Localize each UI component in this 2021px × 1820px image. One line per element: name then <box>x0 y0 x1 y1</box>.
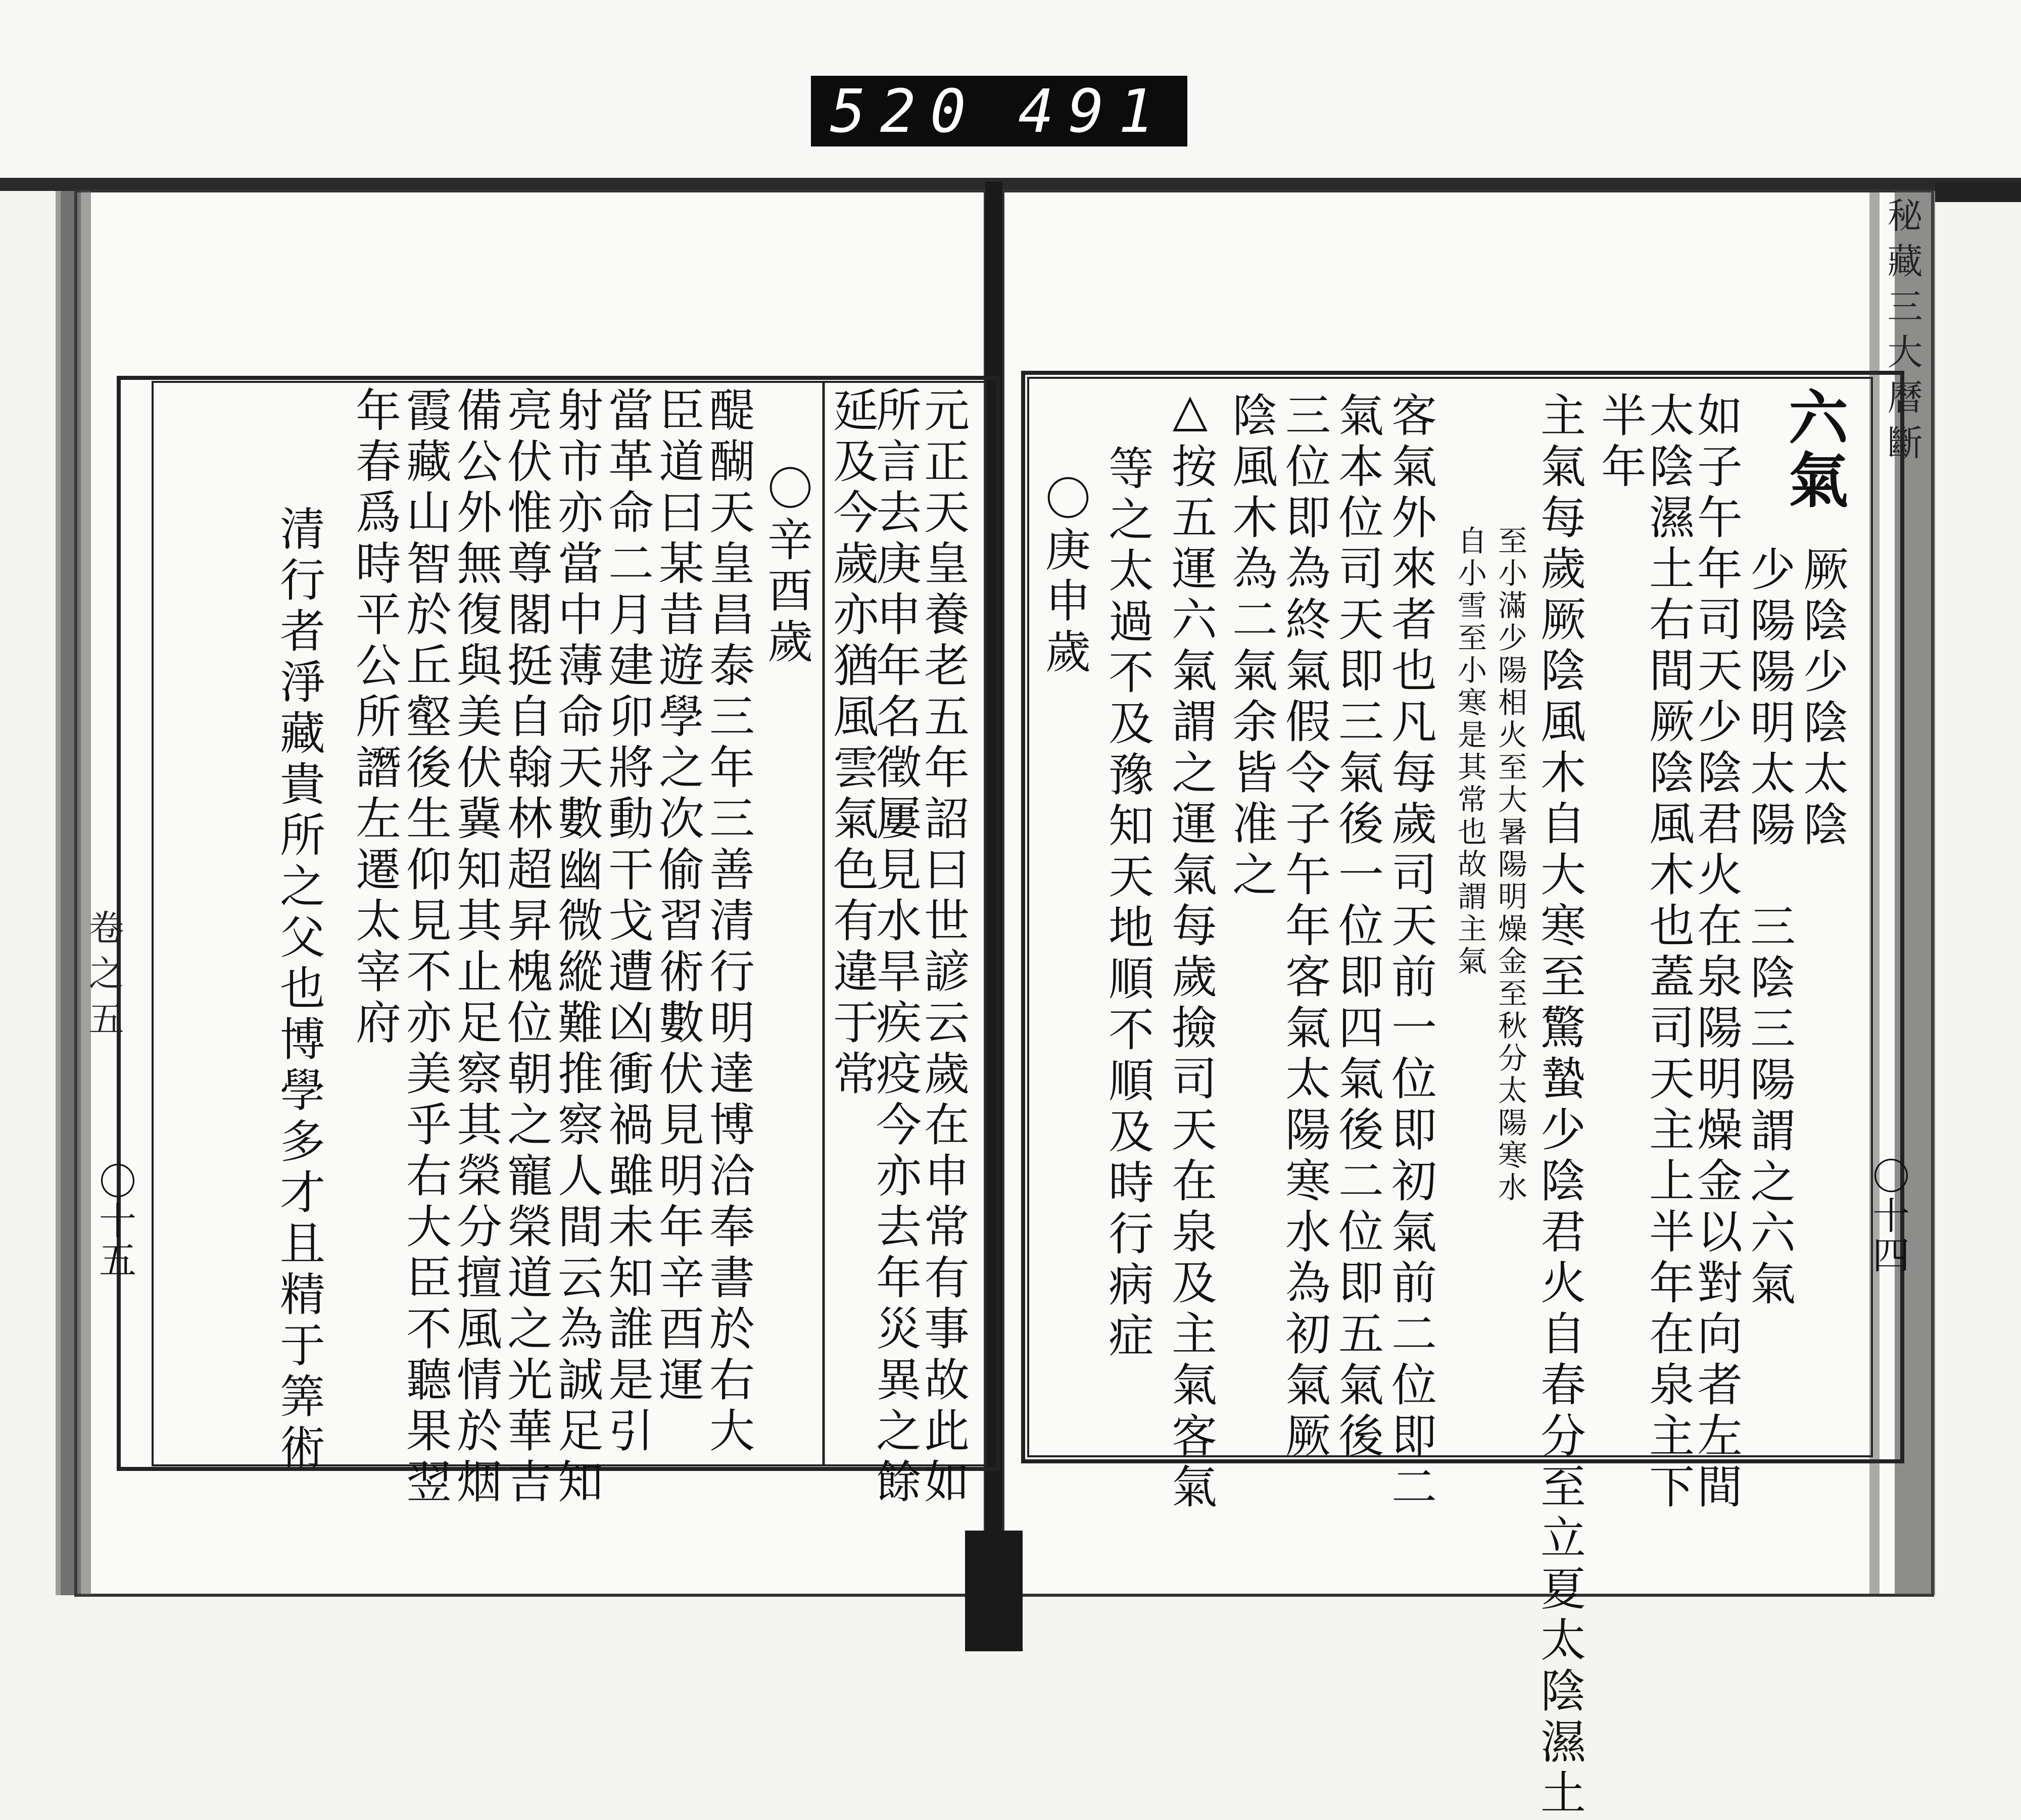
right-col-12: 陰風木為二氣余皆准之 <box>1224 391 1277 902</box>
right-col-8: 自小雪至小寒是其常也故謂主氣 <box>1453 525 1487 978</box>
left-col-13: 清行者淨藏貴所之父也博學多才且精于筭術 <box>272 505 325 1474</box>
right-spine-label: 秘藏三大曆斷 <box>1882 197 1923 470</box>
catalog-label <box>811 76 1187 146</box>
left-col-11: 霞藏山智於丘壑後生仰見不亦美乎右大臣不聽果翌 <box>398 386 451 1509</box>
right-col-13: △按五運六氣謂之運氣每歲撿司天在泉及主氣客氣 <box>1164 384 1217 1514</box>
left-col-8: 射市亦當中薄命天數幽微縱難推察人間云為誠足知 <box>550 386 603 1509</box>
right-page-number: 〇十四 <box>1866 1157 1910 1275</box>
catalog-number-right: 491 <box>1018 76 1169 146</box>
right-col-3: 如子午年司天少陰君火在泉陽明燥金以對向者左間 <box>1689 391 1742 1514</box>
right-col-7: 至小滿少陽相火至大暑陽明燥金至秋分太陽寒水 <box>1493 525 1527 1204</box>
left-col-12: 年春爲時平公所譖左遷太宰府 <box>348 386 401 1050</box>
left-col-4: 〇辛酉歲 <box>759 465 812 669</box>
left-col-10: 備公外無復與美伏冀知其止足察其榮分擅風情於烟 <box>449 386 502 1509</box>
left-page-number: 〇十五 <box>93 1162 136 1280</box>
right-col-6: 主氣每歲厥陰風木自大寒至驚蟄少陰君火自春分至立夏太陰濕土 <box>1532 391 1585 1820</box>
right-col-4: 太陰濕土右間厥陰風木也蓋司天主上半年在泉主下 <box>1641 391 1694 1514</box>
book-top-edge <box>0 178 2021 191</box>
catalog-number-left: 520 <box>830 76 980 146</box>
section-title: 六氣 <box>1778 386 1849 512</box>
left-col-6: 臣道曰某昔遊學之次偷習術數伏見明年辛酉運 <box>651 386 704 1407</box>
left-col-7: 當革命二月建卯將動干戈遭凶衝禍雖未知誰是引 <box>600 386 653 1458</box>
right-col-1: 厥陰少陰太陰 <box>1795 546 1848 852</box>
right-col-15: 〇庚申歲 <box>1037 475 1090 679</box>
right-col-5: 半年 <box>1593 391 1646 494</box>
right-col-2: 少陽陽明太陽 三陰三陽謂之六氣 <box>1742 546 1795 1311</box>
right-col-9: 客氣外來者也凡每歲司天前一位即初氣前二位即二 <box>1383 391 1436 1514</box>
right-col-14: 等之太過不及豫知天地順不順及時行病症 <box>1100 445 1153 1363</box>
right-col-11: 三位即為終氣假令子午年客氣太陽寒水為初氣厥 <box>1277 391 1330 1463</box>
left-col-1: 元正天皇養老五年詔曰世諺云歲在申常有事故此如 <box>916 386 969 1509</box>
right-col-10: 氣本位司天即三氣後一位即四氣後二位即五氣後 <box>1330 391 1383 1463</box>
left-col-2: 所言去庚申年名徵屢見水旱疾疫今亦去年災異之餘 <box>868 386 921 1509</box>
left-col-9: 亮伏惟尊閣挺自翰林超昇槐位朝之寵榮道之光華吉 <box>499 386 552 1509</box>
left-spine-label: 卷之五 <box>83 909 124 1046</box>
left-col-3: 延及今歲亦猶風雲氣色有違于常 <box>825 386 878 1101</box>
left-col-5: 醍醐天皇昌泰三年三善清行明達博洽奉書於右大 <box>701 386 754 1458</box>
